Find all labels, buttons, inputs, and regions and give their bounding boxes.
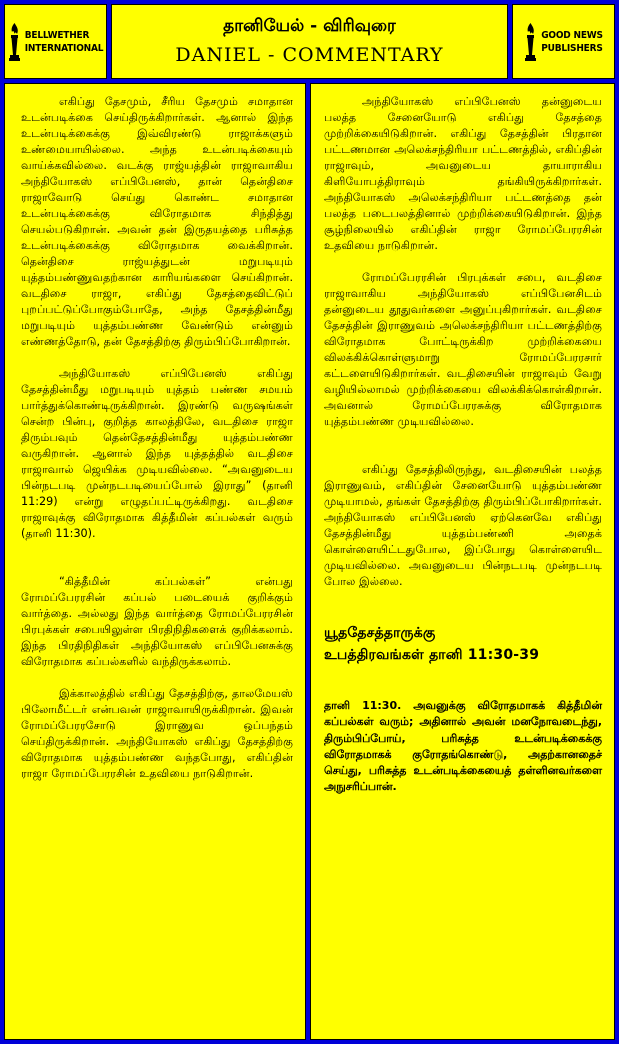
paragraph: அந்தியோகஸ் எப்பிபேனஸ் எகிப்து தேசத்தின்மீது மறுபடியும் யுத்தம் பண்ண சமயம் பார்த்துக்கொண்டிருக்கிறான். இரண்டு வருஷங்கள் சென்ற பின்பு, குறித்த காலத்திலே, வடதிசை ராஜா திரும்பவும் தென்தேசத்தின்மீது யுத்தம்பண்ண வருகிறான். ஆனால் இந்த யுத்தத்தில் வடதிசை ராஜாவால் ஜெயிக்க முடியவில்லை. “அவனுடைய பின்நடபடி முன்நடபடியைப்போல் இராது” (தானி 11:29) என்று எழுதப்பட்டிருக்கிறது. வடதிசை ராஜாவுக்கு விரோதமாக கித்தீமின் கப்பல்கள் வரும் (தானி 11:30).: [21, 367, 293, 540]
bellwether-logo: [4, 4, 107, 79]
title-box: [111, 4, 508, 79]
left-logo-line1: BELLWETHER: [24, 29, 90, 41]
header: [4, 4, 615, 79]
paragraph: எகிப்து தேசமும், சீரிய தேசமும் சமாதான உடன்படிக்கை செய்திருக்கிறார்கள். ஆனால் இந்த உடன்படிக்கைக்கு இவ்விரண்டு ராஜாக்களும் உண்மையாயில்லை. அந்த உடன்படிக்கையும் வாய்க்கவில்லை. வடக்கு ராஜ்யத்தின் ராஜாவாகிய அந்தியோகஸ் எப்பிபேனஸ், தான் தென்திசை ராஜாவோடு செய்து கொண்ட சமாதான உடன்படிக்கைக்கு விரோதமாக சிந்தித்து செயல்படுகிறான். அவன் தன் இருதயத்தை பரிசுத்த உடன்படிக்கைக்கு விரோதமாக வைக்கிறான். தென்திசை ராஜ்யத்துடன் மறுபடியும் யுத்தம்பண்ணுவதற்கான காரியங்களை செய்கிறான். வடதிசை ராஜா, எகிப்து தேசத்தைவிட்டுப் புறப்பட்டுப்போகும்போதே, அந்த தேசத்தின்மீது மறுபடியும் யுத்தம்பண்ண வேண்டும் என்னும் எண்ணத்தோடு, தன் தேசத்திற்கு திரும்பிப்போகிறான்.: [21, 95, 293, 348]
paragraph: ரோமப்பேரரசின் பிரபுக்கள் சபை, வடதிசை ராஜாவாகிய அந்தியோகஸ் எப்பிபேனசிடம் தன்னுடைய தூதுவர்களை அனுப்புகிறார்கள். வடதிசை தேசத்தின் இராணுவம் அலெக்சந்திரியா பட்டணத்திற்கு விரோதமாக போட்டிருக்கிற முற்றிக்கையை விலக்கிக்கொள்ளுமாறு ரோமப்பேரரசார் கட்டளையிடுகிறார்கள். வடதிசையின் ராஜாவும் வேறு வழியில்லாமல் முற்றிக்கையை விலக்கிக்கொள்கிறான். அவனால் ரோமப்பேரரசுக்கு விரோதமாக யுத்தம்பண்ண முடியவில்லை.: [324, 271, 602, 428]
right-column: [310, 83, 615, 1040]
left-column: [4, 83, 306, 1040]
paragraph: “கித்தீமின் கப்பல்கள்” என்பது ரோமப்பேரரசின் கப்பல் படையைக் குறிக்கும் வார்த்தை. அல்லது இந்த வார்த்தை ரோமப்பேரரசின் பிரபுக்கள் சபையிலுள்ள பிரதிநிதிகளைக் குறிக்கலாம். இந்த பிரதிநிதிகள் அந்தியோகஸ் எப்பிபேனசுக்கு விரோதமாக கப்பல்களில் வந்திருக்கலாம்.: [21, 575, 293, 668]
section-title-line2: உபத்திரவங்கள் தானி 11:30-39: [324, 647, 540, 663]
section-title-line1: யூததேசத்தாருக்கு: [324, 625, 436, 641]
verse-text: தானி 11:30. அவனுக்கு விரோதமாகக் கித்தீமின் கப்பல்கள் வரும்; அதினால் அவன் மனநோவடைந்து, திரும்பிப்போய், பரிசுத்த உடன்படிக்கைக்கு விரோதமாகக் குரோதங்கொண்டு, அதற்கானதைச் செய்து, பரிசுத்த உடன்படிக்கையைத் தள்ளினவர்களை அநுசரிப்பான்.: [324, 699, 602, 794]
title-english: DANIEL - COMMENTARY: [175, 44, 444, 66]
right-logo-line2: PUBLISHERS: [541, 42, 603, 54]
paragraph: அந்தியோகஸ் எப்பிபேனஸ் தன்னுடைய பலத்த சேனையோடு எகிப்து தேசத்தை முற்றிக்கையிடுகிறான். எகிப்து தேசத்தின் பிரதான பட்டணமான அலெக்சந்திரியா பட்டணத்தில், எகிப்தின் ராஜாவும், அவனுடைய தாயாராகிய கிளியோபத்திராவும் தங்கியிருக்கிறார்கள். அந்தியோகஸ் அலெக்சந்திரியா பட்டணத்தை தன் பலத்த படைபலத்தினால் முற்றிக்கையிடுகிறான். இந்த சூழ்நிலையில் எகிப்தின் ராஜா ரோமப்பேரரசின் உதவியை நாடுகிறான்.: [324, 95, 602, 252]
paragraph: இக்காலத்தில் எகிப்து தேசத்திற்கு, தாலமேயஸ் பிலோமீட்டர் என்பவன் ராஜாவாயிருக்கிறான். இவன் ரோமப்பேரரசோடு இராணுவ ஒப்பந்தம் செய்திருக்கிறான். அந்தியோகஸ் எகிப்து தேசத்திற்கு விரோதமாக யுத்தம்பண்ண வந்தபோது, எகிப்தின் ராஜா ரோமப்பேரரசின் உதவியை நாடுகிறான்.: [21, 687, 293, 780]
right-logo-line1: GOOD NEWS: [541, 29, 603, 41]
goodnews-logo: [512, 4, 615, 79]
title-tamil: தானியேல் - விரிவுரை: [223, 16, 396, 36]
paragraph: எகிப்து தேசத்திலிருந்து, வடதிசையின் பலத்த இராணுவம், எகிப்தின் சேனையோடு யுத்தம்பண்ண முடியாமல், தங்கள் தேசத்திற்கு திரும்பிப்போகிறார்கள். அந்தியோகஸ் எப்பிபேனஸ் ஏற்கெனவே எகிப்து தேசத்தின்மீது யுத்தம்பண்ணி அதைக் கொள்ளையிட்டதுபோல, இப்போது கொள்ளையிட முடியவில்லை. அவனுடைய பின்நடபடி முன்நடபடி போல இல்லை.: [324, 463, 602, 588]
torch-icon: [524, 22, 537, 62]
left-logo-line2: INTERNATIONAL: [24, 42, 104, 54]
section-title: [324, 622, 602, 666]
verse-block: [324, 698, 602, 796]
torch-icon: [8, 22, 21, 62]
